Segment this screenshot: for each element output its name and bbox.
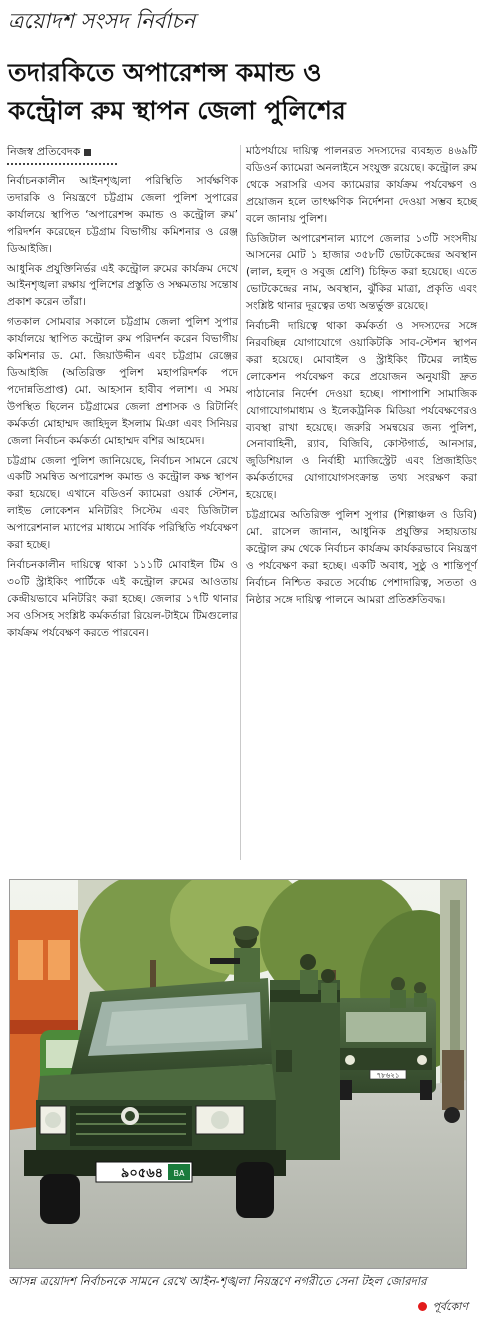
article-headline	[8, 54, 470, 130]
byline-text: নিজস্ব প্রতিবেদক	[7, 145, 81, 158]
paragraph: নির্বাচনকালীন আইনশৃঙ্খলা পরিস্থিতি সার্বক্ষণিক তদারকি ও নিয়ন্ত্রণে চট্টগ্রাম জেলা পুলিশ সুপারের কার্যালয়ে স্থাপিত ‘অপারেশন্স কমান্ড ও কন্ট্রোল রুম’ পরিদর্শন করেছেন চট্টগ্রাম বিভাগীয় কমিশনার ও রেঞ্জ ডিআইজি।	[7, 175, 238, 255]
photo-credit	[418, 1299, 468, 1315]
paragraph: গতকাল সোমবার সকালে চট্টগ্রাম জেলা পুলিশ সুপার কার্যালয়ে স্থাপিত কন্ট্রোল রুম পরিদর্শন করেন বিভাগীয় কমিশনার ড. মো. জিয়াউদ্দীন এবং চট্টগ্রাম রেঞ্জের ডিআইজি (অতিরিক্ত পুলিশ মহাপরিদর্শক পদে পদোন্নতিপ্রাপ্ত) মো. আহসান হাবীব পলাশ। এ সময় উপস্থিত ছিলেন চট্টগ্রামের জেলা প্রশাসক ও রিটার্নিং কর্মকর্তা মোহাম্মদ জাহিদুল ইসলাম মিঞা এবং সিনিয়র জেলা নির্বাচন কর্মকর্তা মোহাম্মদ বশির আহমেদ।	[7, 316, 238, 447]
army-patrol-illustration	[10, 880, 467, 1269]
front-plate-number: ৯০৫৬৪	[120, 1166, 164, 1181]
paragraph: চট্টগ্রাম জেলা পুলিশ জানিয়েছে, নির্বাচন সামনে রেখে একটি সমন্বিত অপারেশন্স কমান্ড ও কন্ট্রোল কক্ষ স্থাপন করা হয়েছে। এখানে বডিওর্ন ক্যামেরা ওয়ার্ক স্টেশন, লাইভ লোকেশন মনিটরিং সিস্টেম এবং ডিজিটাল অপারেশনাল ম্যাপের মাধ্যমে সার্বিক পরিস্থিতি পর্যবেক্ষণ করা হচ্ছে।	[7, 454, 238, 552]
paragraph: চট্টগ্রামের অতিরিক্ত পুলিশ সুপার (শিল্পাঞ্চল ও ডিবি) মো. রাসেল জানান, আধুনিক প্রযুক্তির সহায়তায় কন্ট্রোল রুম থেকে নির্বাচন কার্যক্রম কার্যকরভাবে নিয়ন্ত্রণ ও পর্যবেক্ষণ করা হচ্ছে। একটি অবাধ, সুষ্ঠু ও শান্তিপূর্ণ নির্বাচন নিশ্চিত করতে সর্বোচ্চ পেশাদারিত্ব, সততা ও নিষ্ঠার সঙ্গে দায়িত্ব পালনে আমরা প্রতিশ্রুতিবদ্ধ।	[246, 509, 477, 606]
plate-badge: BA	[173, 1169, 185, 1178]
photo-credit-text: পূর্বকোণ	[432, 1300, 468, 1313]
credit-dot-icon	[418, 1302, 427, 1311]
news-photo	[9, 879, 467, 1269]
paragraph: ডিজিটাল অপারেশনাল ম্যাপে জেলার ১৩টি সংসদীয় আসনের মোট ১ হাজার ৩৫৮টি ভোটকেন্দ্রের অবস্থান (লাল, হলুদ ও সবুজ শ্রেণি) চিহ্নিত করা হয়েছে। এতে ভোটকেন্দ্রের নাম, অবস্থান, ঝুঁকির মাত্রা, প্রকৃতি এবং সংশ্লিষ্ট থানার দূরত্বের তথ্য অন্তর্ভুক্ত রয়েছে।	[246, 232, 477, 313]
paragraph: আধুনিক প্রযুক্তিনির্ভর এই কন্ট্রোল রুমের কার্যক্রম দেখে আইনশৃঙ্খলা রক্ষায় পুলিশের প্রস্তুতি ও সক্ষমতায় সন্তোষ প্রকাশ করেন তাঁরা।	[7, 262, 238, 309]
article-column-right	[246, 143, 477, 611]
byline-dotted-rule	[7, 163, 117, 165]
headline-line-2: কন্ট্রোল রুম স্থাপন জেলা পুলিশের	[8, 96, 346, 125]
rear-plate-number: ৭৮৬২১	[376, 1071, 400, 1080]
byline	[7, 143, 238, 161]
headline-line-1: তদারকিতে অপারেশন্স কমান্ড ও	[8, 58, 322, 87]
paragraph: নির্বাচনকালীন দায়িত্বে থাকা ১১১টি মোবাইল টিম ও ৩০টি স্ট্রাইকিং পার্টিকে এই কন্ট্রোল রুমের আওতায় কেন্দ্রীয়ভাবে মনিটরিং করা হচ্ছে। জেলার ১৭টি থানার সব ওসিসহ সংশ্লিষ্ট কর্মকর্তারা রিয়েল-টাইমে টিমগুলোর কার্যক্রম পর্যবেক্ষণ করতে পারবেন।	[7, 558, 238, 639]
article-column-left	[7, 143, 238, 644]
section-kicker: ত্রয়োদশ সংসদ নির্বাচন	[8, 9, 196, 33]
byline-marker-icon	[84, 149, 91, 156]
paragraph: নির্বাচনী দায়িত্বে থাকা কর্মকর্তা ও সদস্যদের সঙ্গে নিরবচ্ছিন্ন যোগাযোগে ওয়াকিটকি সাব-স্টেশন স্থাপন করা হয়েছে। মোবাইল ও স্ট্রাইকিং টিমের লাইভ লোকেশন পর্যবেক্ষণ করে প্রয়োজন অনুযায়ী দ্রুত পাঠানোর নির্দেশ দেওয়া হচ্ছে। পাশাপাশি সামাজিক যোগাযোগমাধ্যম ও ইলেকট্রনিক মিডিয়া পর্যবেক্ষণেরও ব্যবস্থা রাখা হয়েছে। জরুরি সমন্বয়ের জন্য পুলিশ, সেনাবাহিনী, র‍্যাব, বিজিবি, কোস্টগার্ড, আনসার, জুডিশিয়াল ও নির্বাহী ম্যাজিস্ট্রেট এবং প্রিজাইডিং কর্মকর্তাদের যোগাযোগসংক্রান্ত তথ্য সংরক্ষণ করা হয়েছে।	[246, 320, 477, 502]
paragraph: মাঠপর্যায়ে দায়িত্ব পালনরত সদস্যদের ব্যবহৃত ৪৬৯টি বডিওর্ন ক্যামেরা অনলাইনে সংযুক্ত রয়েছে। কন্ট্রোল রুম থেকে সরাসরি এসব ক্যামেরার কার্যক্রম পর্যবেক্ষণ ও প্রয়োজন হলে তাৎক্ষণিক নির্দেশনা দেওয়া সম্ভব হচ্ছে বলে জানায় পুলিশ।	[246, 145, 477, 225]
column-divider	[240, 145, 241, 860]
photo-caption: আসন্ন ত্রয়োদশ নির্বাচনকে সামনে রেখে আইন-শৃঙ্খলা নিয়ন্ত্রণে নগরীতে সেনা টহল জোরদার	[8, 1274, 427, 1288]
